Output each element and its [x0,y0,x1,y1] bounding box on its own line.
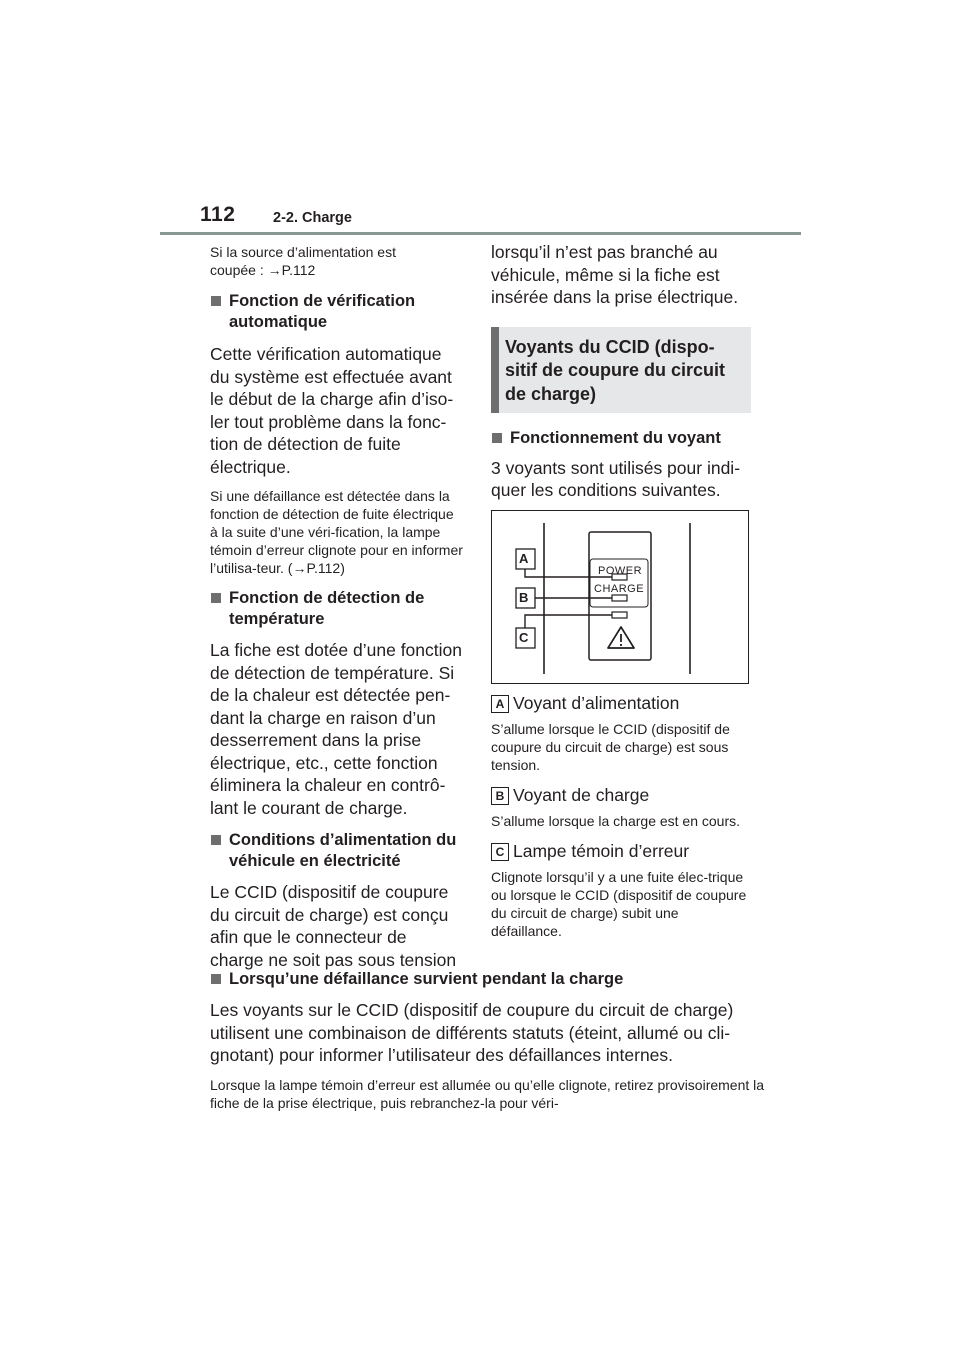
callout-a: A [519,550,529,566]
note-auto-check: Si une défaillance est détectée dans la fonction de détection de fuite électrique à la suite d’une véri-fication, la lampe témoin d’erreur clignote pour en informer l’utilisa-teur. (→P.112) [210,488,463,576]
square-bullet-icon [211,835,221,845]
section-title-box [491,327,751,413]
legend-item-c [491,840,751,940]
body-indicator-operation: 3 voyants sont utilisés pour indi-quer les conditions suivantes. [491,457,741,500]
subheading-failure: Lorsqu’une défaillance survient pendant la charge [210,969,770,990]
callout-c: C [519,629,529,645]
square-bullet-icon [492,433,502,443]
legend-desc-b: S’allume lorsque la charge est en cours. [491,812,741,829]
page-number: 112 [200,203,236,226]
square-bullet-icon [211,296,221,306]
subheading-power-conditions: Conditions d’alimentation du véhicule en électricité [210,830,465,872]
callout-b: B [519,589,529,605]
ccid-diagram-drawing [492,511,748,683]
section-header: 2-2. Charge [273,210,352,226]
legend-letter-a: A [491,695,509,713]
section-title-bar [491,327,499,413]
legend-item-b [491,784,751,830]
body-failure: Les voyants sur le CCID (dispositif de coupure du circuit de charge) utilisent une combinaison de différents statuts (éteint, allumé ou cli-gnotant) pour informer l’utilisateur des défaillances internes. [210,1000,734,1065]
subheading-temperature: Fonction de détection de température [210,588,465,630]
note-power-source: Si la source d’alimentation est coupée : →P.112 [210,244,396,278]
legend-title-c: Lampe témoin d’erreur [513,840,690,861]
left-column [210,243,465,971]
legend-title-a: Voyant d’alimentation [513,692,680,713]
subheading-indicator-operation: Fonctionnement du voyant [491,428,751,449]
legend-title-b: Voyant de charge [513,784,650,805]
ccid-diagram [491,510,749,684]
right-column [491,241,751,940]
legend-desc-c: Clignote lorsqu’il y a une fuite élec-trique ou lorsque le CCID (dispositif de coupure du circuit de charge) subit une défaillance. [491,868,747,939]
square-bullet-icon [211,593,221,603]
body-temperature: La fiche est dotée d’une fonction de détection de température. Si de la chaleur est détectée pen-dant la charge en raison d’un desserrement dans la prise électrique, etc., cette fonction éliminera la chaleur en contrô-lant le courant de charge. [210,640,462,818]
body-continuation: lorsqu’il n’est pas branché au véhicule, même si la fiche est insérée dans la prise électrique. [491,242,739,307]
square-bullet-icon [211,974,221,984]
body-auto-check: Cette vérification automatique du système est effectuée avant le début de la charge afin d’iso-ler tout problème dans la fonc-tion de détection de fuite électrique. [210,344,454,477]
subheading-auto-check: Fonction de vérification automatique [210,291,465,333]
legend-letter-b: B [491,787,509,805]
note-failure: Lorsque la lampe témoin d’erreur est allumée ou qu’elle clignote, retirez provisoirement la fiche de la prise électrique, puis rebranchez-la pour véri- [210,1076,765,1111]
header-rule [160,232,801,235]
diagram-label-charge: CHARGE [594,582,645,595]
legend-item-a [491,692,751,774]
legend-desc-a: S’allume lorsque le CCID (dispositif de coupure du circuit de charge) est sous tension. [491,720,730,773]
section-title: Voyants du CCID (dispo-sitif de coupure du circuit de charge) [505,336,726,404]
bottom-section [210,969,770,1112]
legend-letter-c: C [491,843,509,861]
body-power-conditions: Le CCID (dispositif de coupure du circuit de charge) est conçu afin que le connecteur de charge ne soit pas sous tension [210,882,457,970]
diagram-label-power: POWER [598,564,643,577]
